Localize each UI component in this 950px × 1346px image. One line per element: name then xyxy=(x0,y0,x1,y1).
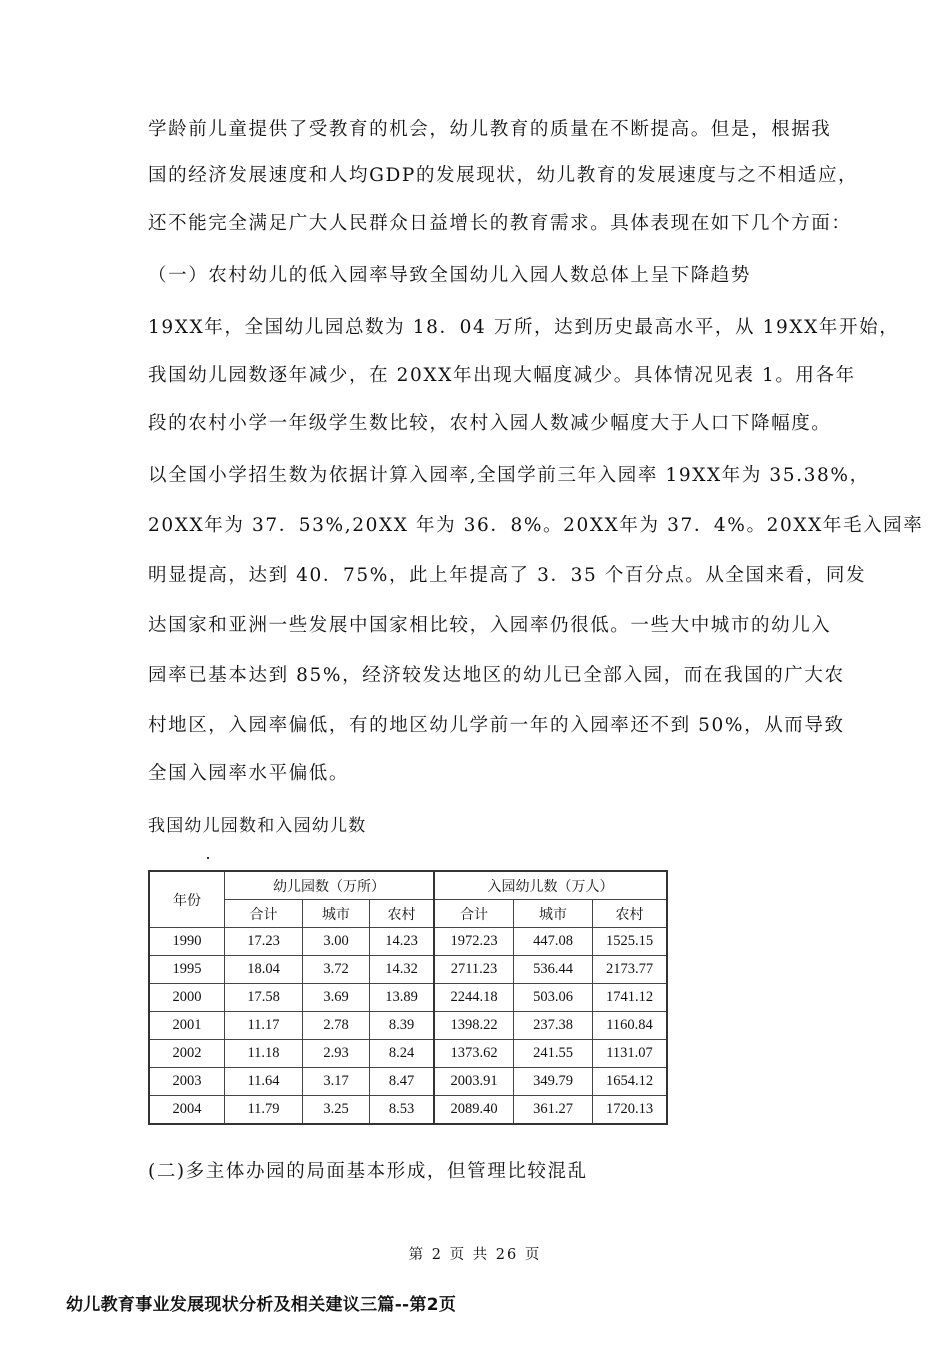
table-cell: 3.72 xyxy=(303,956,370,984)
paragraph-2-line-3: 段的农村小学一年级学生数比较，农村入园人数减少幅度大于人口下降幅度。 xyxy=(148,413,832,434)
table-row xyxy=(149,1096,667,1125)
table-cell: 11.17 xyxy=(225,1012,303,1040)
paragraph-2-line-5: 20XX年为 37．53%,20XX 年为 36．8%。20XX年为 37．4%。20XX年毛入园率 xyxy=(148,515,924,536)
table-cell: 3.17 xyxy=(303,1068,370,1096)
year-header: 年份 xyxy=(149,871,225,928)
table-cell: 536.44 xyxy=(514,956,593,984)
table-cell: 1972.23 xyxy=(434,928,514,956)
year-cell: 2002 xyxy=(149,1040,225,1068)
sub-header-total: 合计 xyxy=(434,900,514,928)
kindergarten-data-table xyxy=(148,870,668,1125)
year-cell: 1990 xyxy=(149,928,225,956)
table-cell: 8.53 xyxy=(370,1096,435,1125)
section-heading-1: （一）农村幼儿的低入园率导致全国幼儿入园人数总体上呈下降趋势 xyxy=(148,265,752,286)
table-cell: 17.23 xyxy=(225,928,303,956)
table-cell: 241.55 xyxy=(514,1040,593,1068)
table-cell: 3.69 xyxy=(303,984,370,1012)
table-cell: 14.32 xyxy=(370,956,435,984)
table-cell: 11.18 xyxy=(225,1040,303,1068)
table-cell: 1741.12 xyxy=(593,984,668,1012)
table-cell: 447.08 xyxy=(514,928,593,956)
sub-header-urban: 城市 xyxy=(303,900,370,928)
table-cell: 2711.23 xyxy=(434,956,514,984)
sub-header-rural: 农村 xyxy=(593,900,668,928)
year-cell: 1995 xyxy=(149,956,225,984)
table-cell: 1398.22 xyxy=(434,1012,514,1040)
paragraph-2-line-1: 19XX年，全国幼儿园总数为 18．04 万所，达到历史最高水平，从 19XX年开始， xyxy=(148,317,900,338)
table-cell: 2173.77 xyxy=(593,956,668,984)
table-cell: 11.79 xyxy=(225,1096,303,1125)
paragraph-2-line-10: 全国入园率水平偏低。 xyxy=(148,763,350,784)
table-cell: 18.04 xyxy=(225,956,303,984)
sub-header-urban: 城市 xyxy=(514,900,593,928)
table-cell: 2089.40 xyxy=(434,1096,514,1125)
table-row xyxy=(149,984,667,1012)
table-cell: 17.58 xyxy=(225,984,303,1012)
paragraph-2-line-9: 村地区，入园率偏低，有的地区幼儿学前一年的入园率还不到 50%，从而导致 xyxy=(148,715,845,736)
table-cell: 13.89 xyxy=(370,984,435,1012)
stray-dot xyxy=(207,857,209,859)
year-cell: 2000 xyxy=(149,984,225,1012)
table-row xyxy=(149,956,667,984)
table-cell: 503.06 xyxy=(514,984,593,1012)
page-number-footer: 第 2 页 共 26 页 xyxy=(408,1247,542,1263)
table-cell: 1373.62 xyxy=(434,1040,514,1068)
table-row xyxy=(149,1068,667,1096)
table-cell: 361.27 xyxy=(514,1096,593,1125)
section-heading-2: (二)多主体办园的局面基本形成，但管理比较混乱 xyxy=(148,1161,588,1182)
enrollment-header: 入园幼儿数（万人） xyxy=(434,871,667,900)
paragraph-1-line-3: 还不能完全满足广大人民群众日益增长的教育需求。具体表现在如下几个方面： xyxy=(148,213,852,234)
table-cell: 2.93 xyxy=(303,1040,370,1068)
table-cell: 8.24 xyxy=(370,1040,435,1068)
table-cell: 349.79 xyxy=(514,1068,593,1096)
table-row xyxy=(149,928,667,956)
table-cell: 3.00 xyxy=(303,928,370,956)
table-cell: 11.64 xyxy=(225,1068,303,1096)
table-caption: 我国幼儿园数和入园幼儿数 xyxy=(148,816,367,836)
sub-header-rural: 农村 xyxy=(370,900,435,928)
table-cell: 1160.84 xyxy=(593,1012,668,1040)
table-cell: 2244.18 xyxy=(434,984,514,1012)
table-cell: 14.23 xyxy=(370,928,435,956)
paragraph-2-line-6: 明显提高，达到 40．75%，此上年提高了 3．35 个百分点。从全国来看，同发 xyxy=(148,565,867,586)
table-cell: 2003.91 xyxy=(434,1068,514,1096)
table-cell: 1654.12 xyxy=(593,1068,668,1096)
paragraph-2-line-7: 达国家和亚洲一些发展中国家相比较，入园率仍很低。一些大中城市的幼儿入 xyxy=(148,615,832,636)
year-cell: 2004 xyxy=(149,1096,225,1125)
table-cell: 8.39 xyxy=(370,1012,435,1040)
kindergarten-count-header: 幼儿园数（万所） xyxy=(225,871,435,900)
paragraph-1-line-1: 学龄前儿童提供了受教育的机会，幼儿教育的质量在不断提高。但是，根据我 xyxy=(148,119,832,140)
document-title: 幼儿教育事业发展现状分析及相关建议三篇--第2页 xyxy=(66,1295,457,1315)
paragraph-2-line-2: 我国幼儿园数逐年减少，在 20XX年出现大幅度减少。具体情况见表 1。用各年 xyxy=(148,365,856,386)
paragraph-1-line-2: 国的经济发展速度和人均GDP的发展现状，幼儿教育的发展速度与之不相适应， xyxy=(148,165,859,186)
table-cell: 237.38 xyxy=(514,1012,593,1040)
table-cell: 1131.07 xyxy=(593,1040,668,1068)
table-cell: 8.47 xyxy=(370,1068,435,1096)
table-cell: 1720.13 xyxy=(593,1096,668,1125)
table-row xyxy=(149,1040,667,1068)
table-row xyxy=(149,1012,667,1040)
table-cell: 3.25 xyxy=(303,1096,370,1125)
paragraph-2-line-8: 园率已基本达到 85%，经济较发达地区的幼儿已全部入园，而在我国的广大农 xyxy=(148,665,845,686)
year-cell: 2001 xyxy=(149,1012,225,1040)
table-cell: 1525.15 xyxy=(593,928,668,956)
paragraph-2-line-4: 以全国小学招生数为依据计算入园率,全国学前三年入园率 19XX年为 35.38%， xyxy=(148,465,870,486)
year-cell: 2003 xyxy=(149,1068,225,1096)
sub-header-total: 合计 xyxy=(225,900,303,928)
table-cell: 2.78 xyxy=(303,1012,370,1040)
